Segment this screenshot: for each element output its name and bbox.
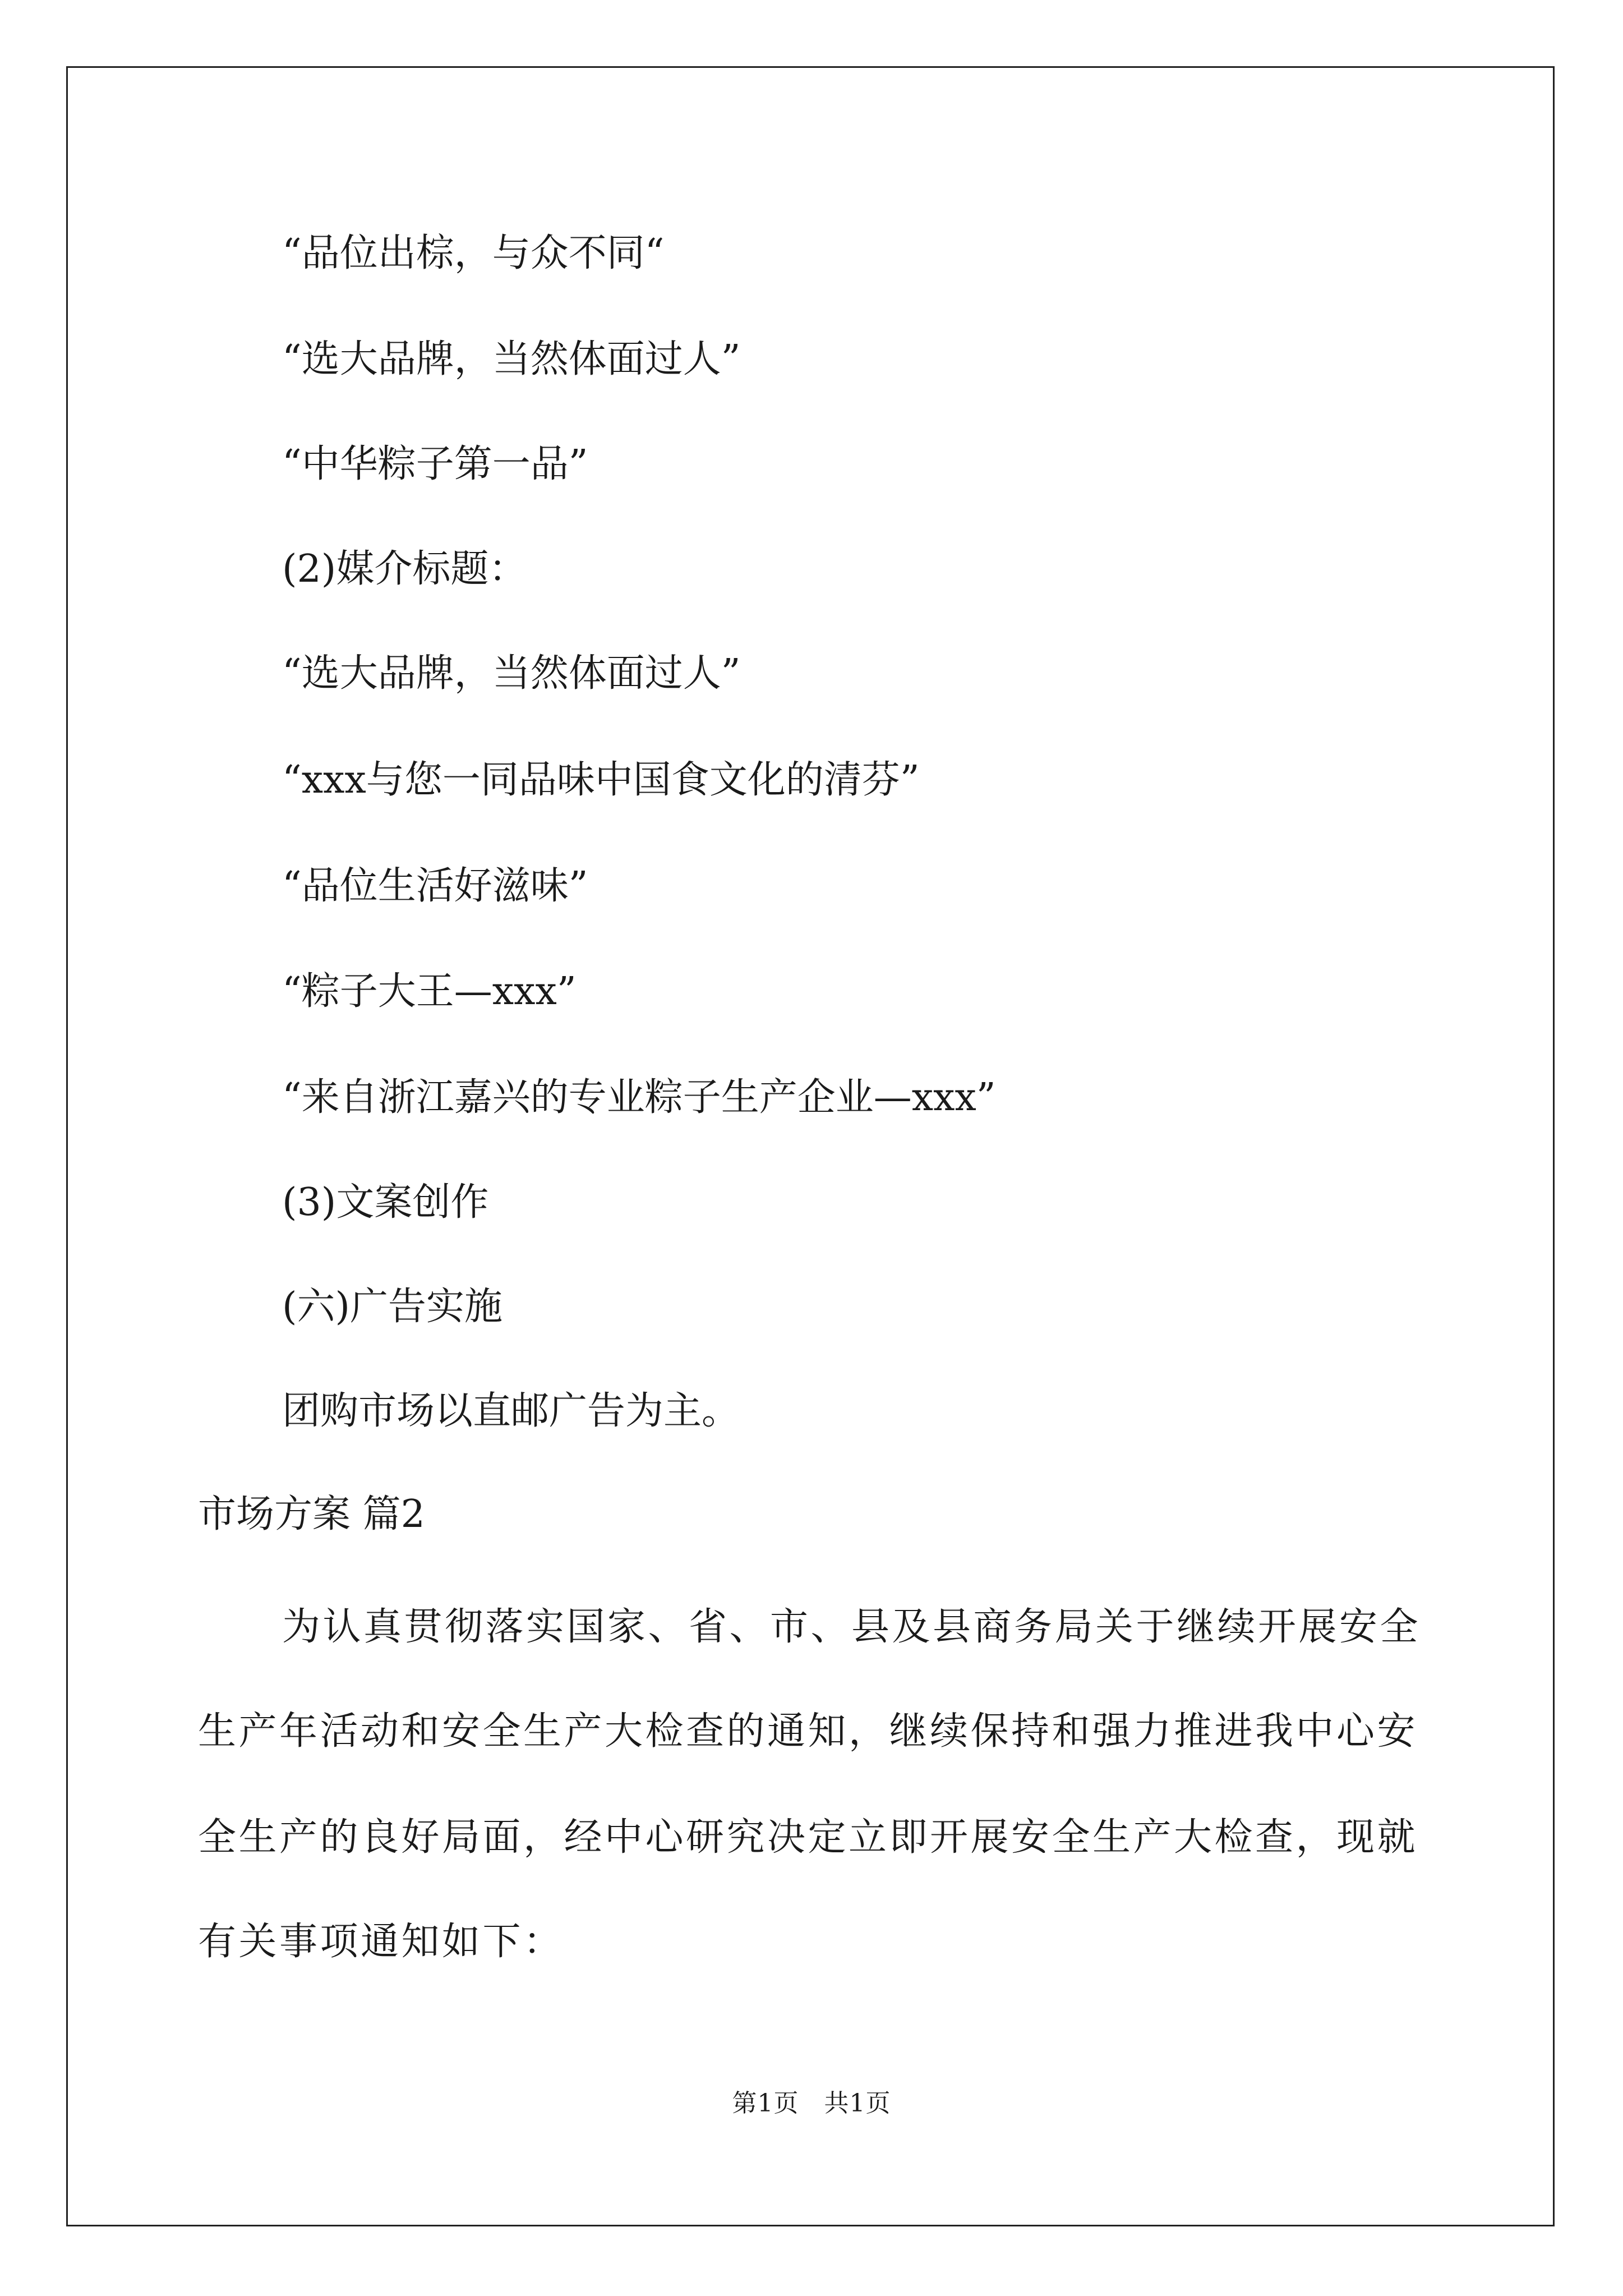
- paragraph-line: 为认真贯彻落实国家、省、市、县及县商务局关于继续开展安全: [282, 1605, 1421, 1649]
- page-footer: 第1页 共1页: [732, 2089, 891, 2118]
- text-line: “来自浙江嘉兴的专业粽子生产企业—xxx”: [282, 1075, 996, 1120]
- page-frame: [66, 66, 1555, 2226]
- text-line: “选大品牌，当然体面过人”: [282, 651, 741, 696]
- paragraph-line: 全生产的良好局面，经中心研究决定立即开展安全生产大检查，现就: [198, 1815, 1418, 1860]
- text-line: “品位出棕，与众不同“: [282, 231, 665, 275]
- text-line: “品位生活好滋味”: [282, 864, 588, 908]
- text-line: “xxx与您一同品味中国食文化的清芬”: [282, 758, 920, 802]
- text-line: (六)广告实施: [282, 1285, 503, 1329]
- text-line: (2)媒介标题：: [282, 547, 527, 591]
- paragraph-line: 生产年活动和安全生产大检查的通知，继续保持和强力推进我中心安: [198, 1709, 1418, 1754]
- text-line: 团购市场以直邮广告为主。: [282, 1389, 740, 1433]
- text-line: “选大品牌，当然体面过人”: [282, 337, 741, 381]
- paragraph-line: 有关事项通知如下：: [198, 1920, 564, 1964]
- text-line: (3)文案创作: [282, 1180, 489, 1225]
- text-line: “中华粽子第一品”: [282, 442, 588, 486]
- section-title: 市场方案 篇2: [198, 1492, 425, 1536]
- text-line: “粽子大王—xxx”: [282, 969, 577, 1014]
